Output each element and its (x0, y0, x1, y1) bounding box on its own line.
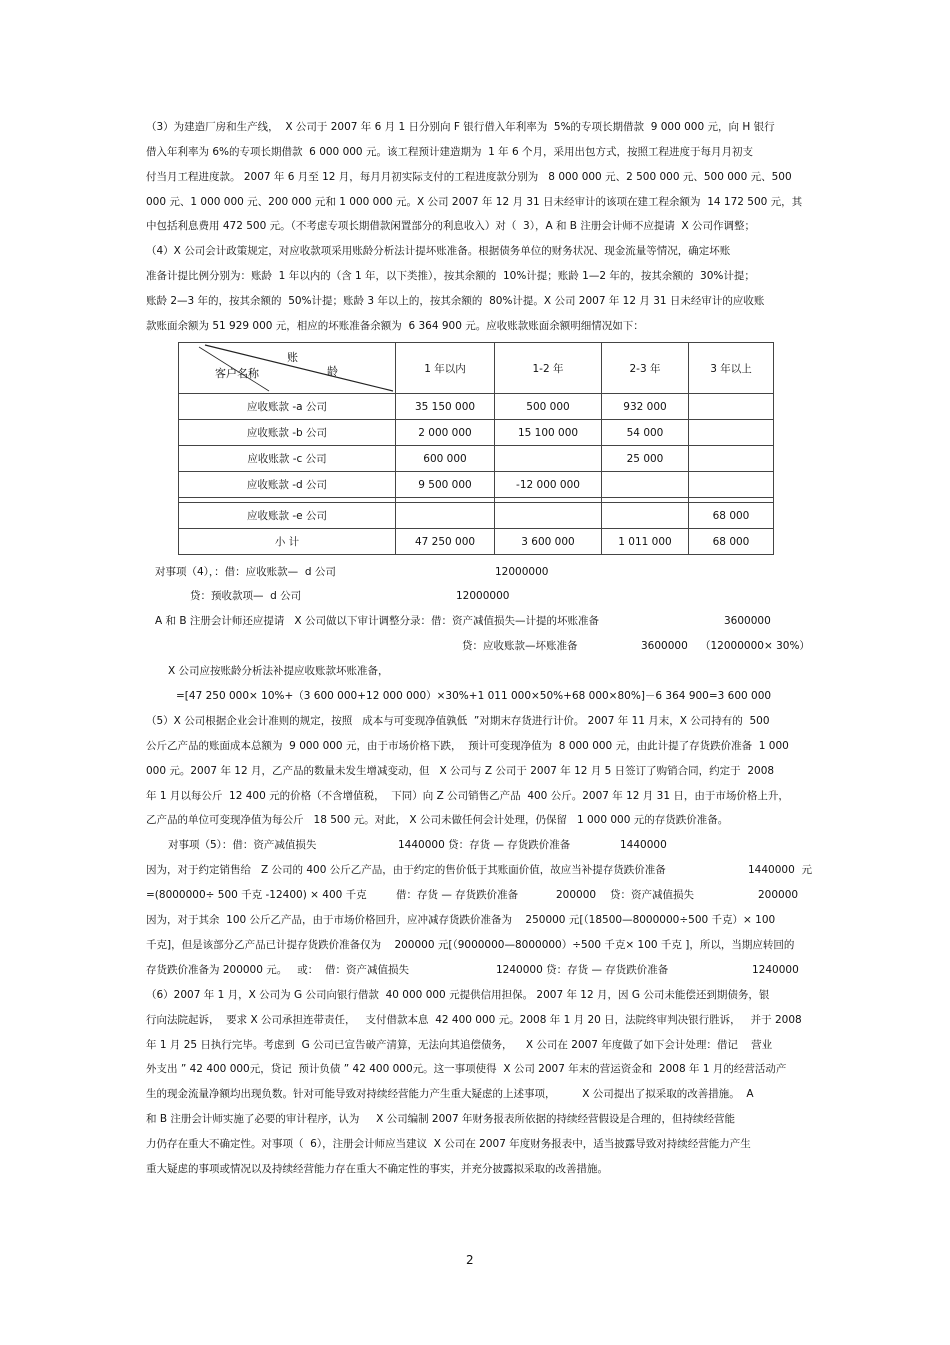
item6-line-7: 力仍存在重大不确定性。对事项（ 6），注册会计师应当建议 X 公司在 2007 年度财务报表中，适当披露导致对持续经营能力产生 (146, 1138, 751, 1150)
item5-reason-2: 因为，对于其余 100 公斤乙产品，由于市场价格回升，应冲减存货跌价准备为 250000 元[（18500—8000000÷500 千克）× 100 (146, 914, 776, 926)
item4-adjust-debit-amount: 3600000 (724, 615, 771, 627)
item5-line-5: 乙产品的单位可变现净值为每公斤 18 500 元。对此， X 公司未做任何会计处理，仍保留 1 000 000 元的存货跌价准备。 (146, 814, 729, 826)
intro-line-2: 借入年利率为 6%的专项长期借款 6 000 000 元。该工程预计建造期为 1 年 6 个月，采用出包方式，按照工程进度于每月月初支 (146, 146, 753, 158)
item5-reverse-credit: 贷：资产减值损失 (610, 889, 694, 901)
row-label: 应收账款 -e 公司 (179, 503, 396, 529)
item5-reverse-credit-amount: 200000 (758, 889, 799, 901)
table-cell: 500 000 (495, 394, 602, 420)
row-label: 应收账款 -d 公司 (179, 472, 396, 498)
page-number: 2 (466, 1253, 474, 1267)
item5-line-4: 年 1 月以每公斤 12 400 元的价格（不含增值税， 下同）向 Z 公司销售乙产品 400 公斤。2007 年 12 月 31 日，由于市场价格上升， (146, 790, 789, 802)
col-header-1: 1 年以内 (396, 343, 495, 394)
table-cell: 35 150 000 (396, 394, 495, 420)
table-cell: 2 000 000 (396, 420, 495, 446)
item5-line-3: 000 元。2007 年 12 月，乙产品的数量未发生增减变动，但 X 公司与 Z 公司于 2007 年 12 月 5 日签订了购销合同，约定于 2008 (146, 765, 775, 777)
item5-calc: =(8000000÷ 500 千克 -12400) × 400 千克 (146, 889, 367, 901)
intro-line-5: 中包括利息费用 472 500 元。（不考虑专项长期借款闲置部分的利息收入）对（ 3），A 和 B 注册会计师不应提请 X 公司作调整； (146, 220, 756, 232)
item5-entry-b: 1440000 贷：存货 — 存货跌价准备 (398, 839, 571, 851)
table-cell: 68 000 (689, 529, 774, 555)
table-cell (689, 394, 774, 420)
item4-adjust-credit-amount: 3600000 (641, 640, 688, 652)
item4-adjust-debit: A 和 B 注册会计师还应提请 X 公司做以下审计调整分录：借：资产减值损失—计提的坏账准备 (155, 615, 599, 627)
item4-formula: =[47 250 000× 10%+（3 600 000+12 000 000）×30%+1 011 000×50%+68 000×80%]－6 364 900=3 600 000 (176, 690, 772, 702)
col-header-4: 3 年以上 (689, 343, 774, 394)
item4-entry-credit: 贷：预收款项— d 公司 (190, 590, 302, 602)
item6-line-8: 重大疑虑的事项或情况以及持续经营能力存在重大不确定性的事实，并充分披露拟采取的改善措施。 (146, 1163, 608, 1175)
item5-reason-1-amount: 1440000 元 (748, 864, 812, 876)
item5-alt-a: 存货跌价准备为 200000 元。 或： 借：资产减值损失 (146, 964, 409, 976)
table-cell: 9 500 000 (396, 472, 495, 498)
diagonal-header-cell (179, 343, 396, 394)
table-cell: 932 000 (602, 394, 689, 420)
table-cell: 1 011 000 (602, 529, 689, 555)
item4-note: X 公司应按账龄分析法补提应收账款坏账准备， (168, 665, 389, 677)
item5-alt-c: 1240000 (752, 964, 799, 976)
table-row (179, 472, 774, 498)
item4-entry-debit: 对事项（4），：借：应收账款— d 公司 (155, 566, 336, 578)
table-row (179, 394, 774, 420)
item6-line-3: 年 1 月 25 日执行完毕。考虑到 G 公司已宣告破产清算，无法向其追偿债务， X 公司在 2007 年度做了如下会计处理：借记 营业 (146, 1039, 773, 1051)
item6-line-5: 生的现金流量净额均出现负数。针对可能导致对持续经营能力产生重大疑虑的上述事项， X 公司提出了拟采取的改善措施。 A (146, 1088, 754, 1100)
table-cell (689, 420, 774, 446)
item5-reason-1: 因为，对于约定销售给 Z 公司的 400 公斤乙产品，由于约定的售价低于其账面价值，故应当补提存货跌价准备 (146, 864, 666, 876)
item5-line-1: （5）X 公司根据企业会计准则的规定，按照 成本与可变现净值孰低 ”对期末存货进行计价。 2007 年 11 月末，X 公司持有的 500 (146, 715, 770, 727)
row-label: 应收账款 -a 公司 (179, 394, 396, 420)
table-cell: 15 100 000 (495, 420, 602, 446)
table-cell: 600 000 (396, 446, 495, 472)
header-customer: 客户名称 (215, 367, 259, 380)
table-cell (495, 503, 602, 529)
subtotal-label: 小 计 (179, 529, 396, 555)
item5-alt-b: 1240000 贷：存货 — 存货跌价准备 (496, 964, 669, 976)
table-cell (495, 446, 602, 472)
intro-line-4: 000 元、1 000 000 元、200 000 元和 1 000 000 元。X 公司 2007 年 12 月 31 日未经审计的该项在建工程余额为 14 172 500 元，其 (146, 196, 803, 208)
intro-line-9: 款账面余额为 51 929 000 元，相应的坏账准备余额为 6 364 900 元。应收账款账面余额明细情况如下： (146, 320, 644, 332)
table-row (179, 420, 774, 446)
row-label: 应收账款 -b 公司 (179, 420, 396, 446)
intro-line-3: 付当月工程进度款。 2007 年 6 月至 12 月，每月月初实际支付的工程进度款分别为 8 000 000 元、2 500 000 元、500 000 元、500 (146, 171, 792, 183)
table-cell (602, 472, 689, 498)
item5-entry-c: 1440000 (620, 839, 667, 851)
col-header-2: 1-2 年 (495, 343, 602, 394)
item5-entry-a: 对事项（5）：借：资产减值损失 (168, 839, 317, 851)
intro-line-7: 准备计提比例分别为：账龄 1 年以内的（含 1 年，以下类推），按其余额的 10%计提；账龄 1—2 年的，按其余额的 30%计提； (146, 270, 755, 282)
intro-line-1: （3）为建造厂房和生产线， X 公司于 2007 年 6 月 1 日分别向 F 银行借入年利率为 5%的专项长期借款 9 000 000 元，向 H 银行 (146, 121, 775, 133)
item4-entry-credit-amount: 12000000 (456, 590, 510, 602)
receivables-aging-table (178, 342, 774, 555)
table-cell (396, 503, 495, 529)
subtotal-row (179, 529, 774, 555)
table-header-row (179, 343, 774, 394)
item6-line-6: 和 B 注册会计师实施了必要的审计程序，认为 X 公司编制 2007 年财务报表所依据的持续经营假设是合理的，但持续经营能 (146, 1113, 735, 1125)
item6-line-2: 行向法院起诉， 要求 X 公司承担连带责任， 支付借款本息 42 400 000 元。2008 年 1 月 20 日，法院终审判决银行胜诉， 并于 2008 (146, 1014, 802, 1026)
item5-reverse-debit: 借：存货 — 存货跌价准备 (396, 889, 519, 901)
item5-reason-3: 千克]，但是该部分乙产品已计提存货跌价准备仅为 200000 元[（9000000—8000000）÷500 千克× 100 千克 ]，所以，当期应转回的 (146, 939, 795, 951)
item4-entry-debit-amount: 12000000 (495, 566, 549, 578)
table-cell: 25 000 (602, 446, 689, 472)
table-cell (602, 503, 689, 529)
table-cell: -12 000 000 (495, 472, 602, 498)
table-cell: 47 250 000 (396, 529, 495, 555)
table-row (179, 446, 774, 472)
item5-line-2: 公斤乙产品的账面成本总额为 9 000 000 元，由于市场价格下跌， 预计可变现净值为 8 000 000 元，由此计提了存货跌价准备 1 000 (146, 740, 789, 752)
table-cell: 54 000 (602, 420, 689, 446)
item4-adjust-credit: 贷：应收账款—坏账准备 (462, 640, 578, 652)
table-row (179, 503, 774, 529)
table-cell (689, 446, 774, 472)
table-cell: 3 600 000 (495, 529, 602, 555)
intro-line-8: 账龄 2—3 年的，按其余额的 50%计提；账龄 3 年以上的，按其余额的 80%计提。X 公司 2007 年 12 月 31 日未经审计的应收账 (146, 295, 765, 307)
item6-line-4: 外支出 ” 42 400 000元，贷记 预计负债 ” 42 400 000元。这一事项使得 X 公司 2007 年末的营运资金和 2008 年 1 月的经营活动产 (146, 1063, 787, 1075)
col-header-3: 2-3 年 (602, 343, 689, 394)
item5-reverse-debit-amount: 200000 (556, 889, 597, 901)
header-age-2: 龄 (327, 365, 338, 378)
item4-adjust-credit-calc: （12000000× 30%） (700, 640, 810, 652)
header-age-1: 账 (287, 351, 298, 364)
table-cell (689, 472, 774, 498)
item6-line-1: （6）2007 年 1 月，X 公司为 G 公司向银行借款 40 000 000 元提供信用担保。 2007 年 12 月，因 G 公司未能偿还到期债务，银 (146, 989, 770, 1001)
row-label: 应收账款 -c 公司 (179, 446, 396, 472)
intro-line-6: （4）X 公司会计政策规定，对应收款项采用账龄分析法计提坏账准备。根据债务单位的财务状况、现金流量等情况，确定坏账 (146, 245, 731, 257)
table-cell: 68 000 (689, 503, 774, 529)
